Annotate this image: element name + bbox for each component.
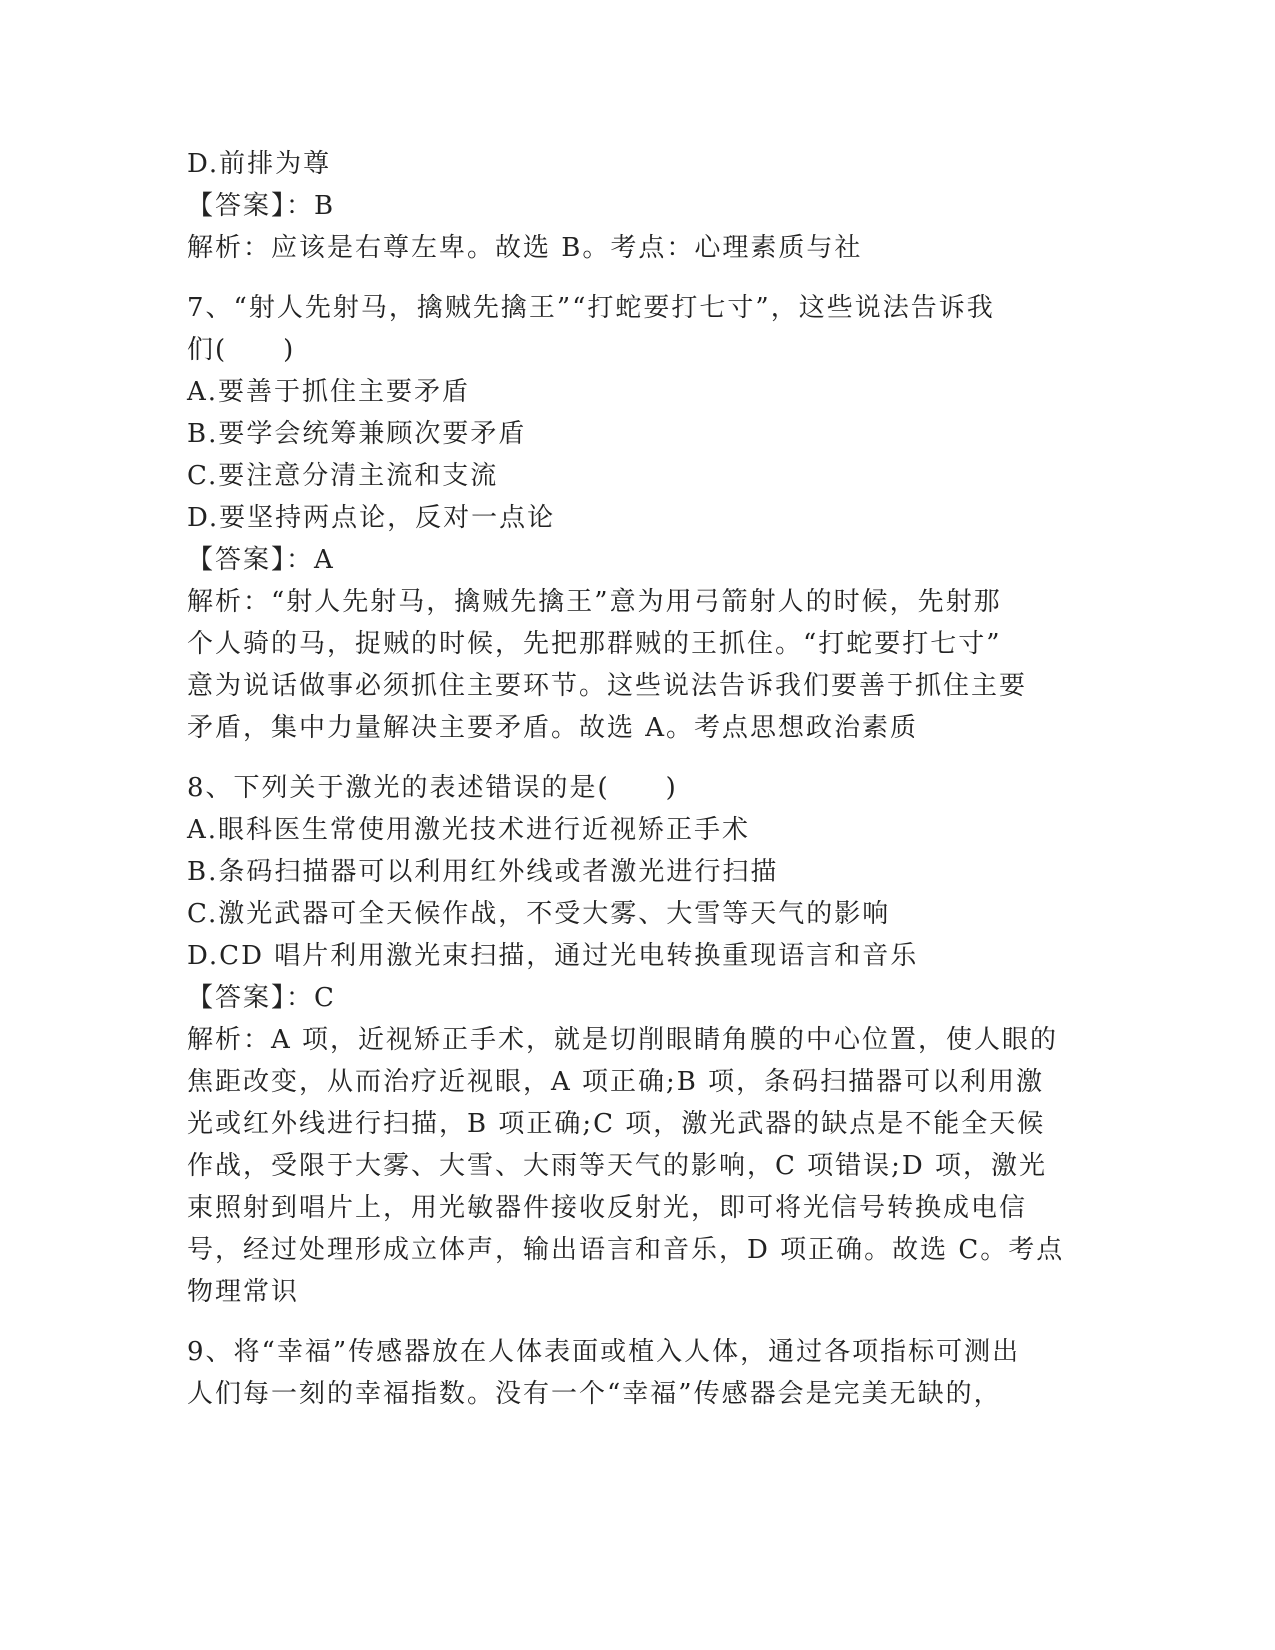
explanation-line: 光或红外线进行扫描，B 项正确;C 项，激光武器的缺点是不能全天候	[187, 1109, 1046, 1139]
option-b: B.要学会统筹兼顾次要矛盾	[187, 419, 527, 449]
explanation-line: 个人骑的马，捉贼的时候，先把那群贼的王抓住。“打蛇要打七寸”	[187, 629, 1002, 659]
option-a: A.要善于抓住主要矛盾	[187, 377, 471, 407]
question-8	[187, 767, 1087, 1313]
explanation-line: 解析：“射人先射马，擒贼先擒王”意为用弓箭射人的时候，先射那	[187, 587, 1002, 617]
explanation-line: 解析：A 项，近视矫正手术，就是切削眼睛角膜的中心位置，使人眼的	[187, 1025, 1059, 1055]
question-stem: 人们每一刻的幸福指数。没有一个“幸福”传感器会是完美无缺的，	[187, 1379, 1002, 1409]
explanation-line: 意为说话做事必须抓住主要环节。这些说法告诉我们要善于抓住主要	[187, 671, 1028, 701]
explanation-line: 束照射到唱片上，用光敏器件接收反射光，即可将光信号转换成电信	[187, 1193, 1028, 1223]
question-9	[187, 1331, 1087, 1415]
option-d: D.要坚持两点论，反对一点论	[187, 503, 556, 533]
explanation-line: 解析：应该是右尊左卑。故选 B。考点：心理素质与社	[187, 233, 863, 263]
question-stem: 9、将“幸福”传感器放在人体表面或植入人体，通过各项指标可测出	[187, 1337, 1021, 1367]
question-stem: 7、“射人先射马，擒贼先擒王”“打蛇要打七寸”，这些说法告诉我	[187, 293, 995, 323]
spacer	[187, 749, 1087, 767]
option-a: A.眼科医生常使用激光技术进行近视矫正手术	[187, 815, 751, 845]
option-d: D.前排为尊	[187, 149, 332, 179]
question-6-tail	[187, 143, 1087, 269]
option-c: C.激光武器可全天候作战，不受大雾、大雪等天气的影响	[187, 899, 891, 929]
explanation-line: 矛盾，集中力量解决主要矛盾。故选 A。考点思想政治素质	[187, 713, 919, 743]
question-7	[187, 287, 1087, 749]
answer-line: 【答案】：A	[187, 545, 335, 575]
question-stem: 们( )	[187, 335, 296, 365]
option-b: B.条码扫描器可以利用红外线或者激光进行扫描	[187, 857, 779, 887]
option-c: C.要注意分清主流和支流	[187, 461, 499, 491]
explanation-line: 号，经过处理形成立体声，输出语言和音乐，D 项正确。故选 C。考点	[187, 1235, 1065, 1265]
explanation-line: 物理常识	[187, 1277, 300, 1307]
explanation-line: 焦距改变，从而治疗近视眼，A 项正确;B 项，条码扫描器可以利用激	[187, 1067, 1045, 1097]
document-content	[187, 143, 1087, 1415]
answer-line: 【答案】：C	[187, 983, 336, 1013]
answer-line: 【答案】：B	[187, 191, 336, 221]
question-stem: 8、下列关于激光的表述错误的是( )	[187, 773, 678, 803]
option-d: D.CD 唱片利用激光束扫描，通过光电转换重现语言和音乐	[187, 941, 919, 971]
explanation-line: 作战，受限于大雾、大雪、大雨等天气的影响，C 项错误;D 项，激光	[187, 1151, 1048, 1181]
spacer	[187, 269, 1087, 287]
spacer	[187, 1313, 1087, 1331]
